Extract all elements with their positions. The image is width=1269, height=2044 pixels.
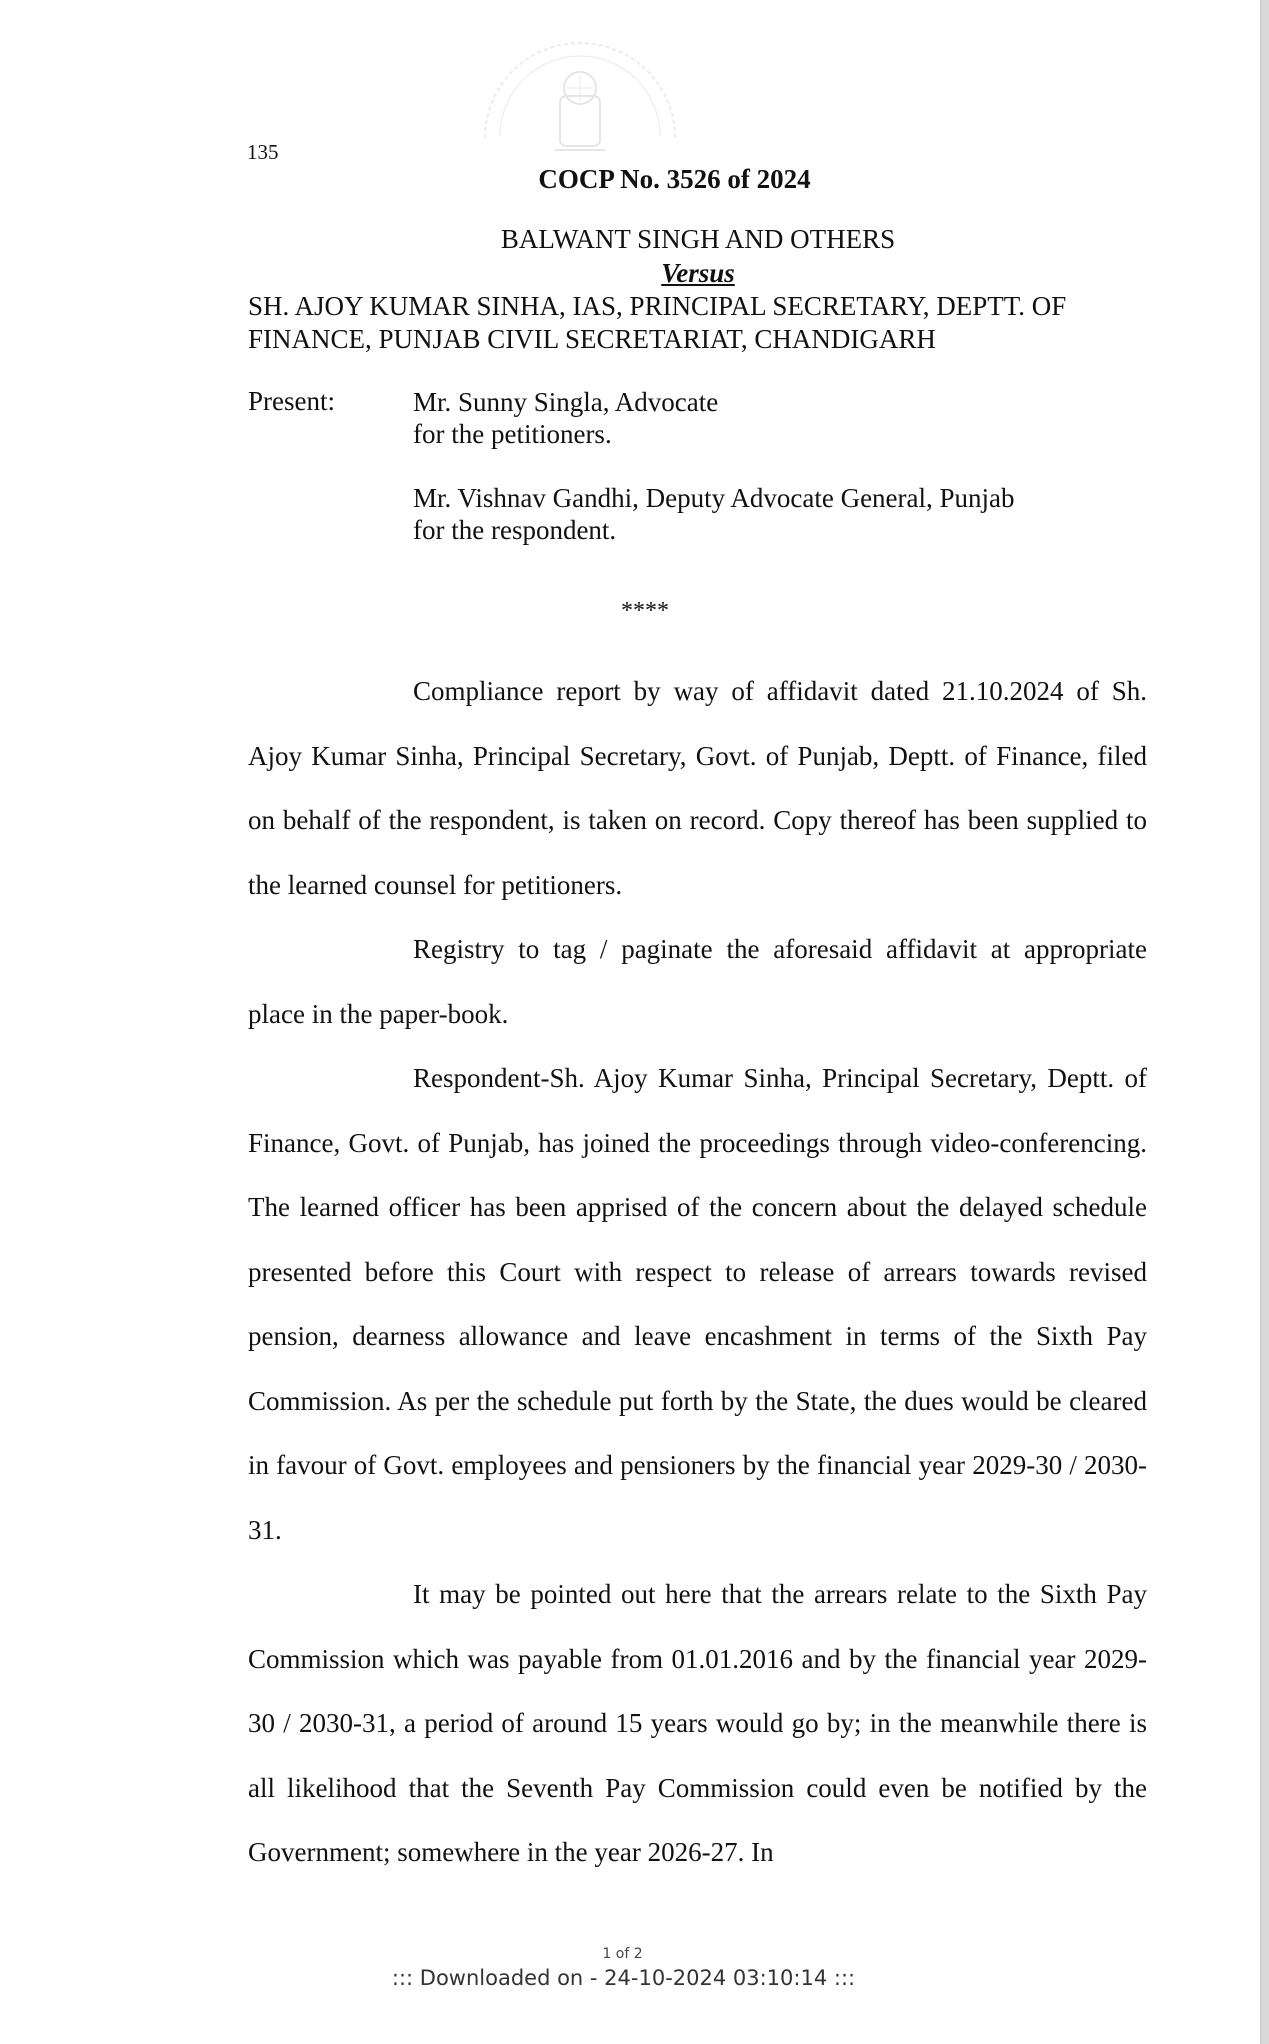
- paragraph: Compliance report by way of affidavit dated 21.10.2024 of Sh. Ajoy Kumar Sinha, Principal Secretary, Govt. of Punjab, Deptt. of Finance, filed on behalf of the respondent, is taken on record. Copy thereof has been supplied to the learned counsel for petitioners.: [248, 676, 1147, 900]
- page-number: 135: [247, 140, 279, 164]
- counsel-role: for the respondent.: [413, 515, 617, 545]
- paragraph: Registry to tag / paginate the aforesaid affidavit at appropriate place in the paper-book.: [248, 934, 1147, 1029]
- petitioners: BALWANT SINGH AND OTHERS: [500, 224, 896, 254]
- respondent: SH. AJOY KUMAR SINHA, IAS, PRINCIPAL SECRETARY, DEPTT. OF FINANCE, PUNJAB CIVIL SECRETARIAT, CHANDIGARH: [248, 291, 1067, 354]
- page-edge: [1262, 0, 1269, 2044]
- paragraph: It may be pointed out here that the arrears relate to the Sixth Pay Commission which was payable from 01.01.2016 and by the financial year 2029-30 / 2030-31, a period of around 15 years would go by; in the meanwhile there is all likelihood that the Seventh Pay Commission could even be notified by the Government; somewhere in the year 2026-27. In: [248, 1579, 1147, 1867]
- download-stamp: ::: Downloaded on - 24-10-2024 03:10:14 :::: [391, 1966, 856, 1990]
- case-title: COCP No. 3526 of 2024: [538, 164, 811, 194]
- section-separator: ****: [621, 598, 669, 624]
- versus-label: Versus: [661, 258, 735, 288]
- counsel-name: Mr. Sunny Singla, Advocate: [413, 387, 719, 417]
- counsel-name: Mr. Vishnav Gandhi, Deputy Advocate General, Punjab: [413, 483, 1015, 513]
- paragraph: Respondent-Sh. Ajoy Kumar Sinha, Principal Secretary, Deptt. of Finance, Govt. of Punjab, has joined the proceedings through video-conferencing. The learned officer has been apprised of the concern about the delayed schedule presented before this Court with respect to release of arrears towards revised pension, dearness allowance and leave encashment in terms of the Sixth Pay Commission. As per the schedule put forth by the State, the dues would be cleared in favour of Govt. employees and pensioners by the financial year 2029-30 / 2030-31.: [248, 1063, 1147, 1545]
- page-indicator: 1 of 2: [602, 1946, 643, 1962]
- counsel-petitioners: [413, 386, 1133, 450]
- counsel-role: for the petitioners.: [413, 419, 612, 449]
- order-body: [248, 659, 1147, 1885]
- court-emblem-watermark-icon: [455, 18, 705, 168]
- present-label: Present:: [248, 386, 335, 416]
- counsel-respondent: [413, 482, 1133, 546]
